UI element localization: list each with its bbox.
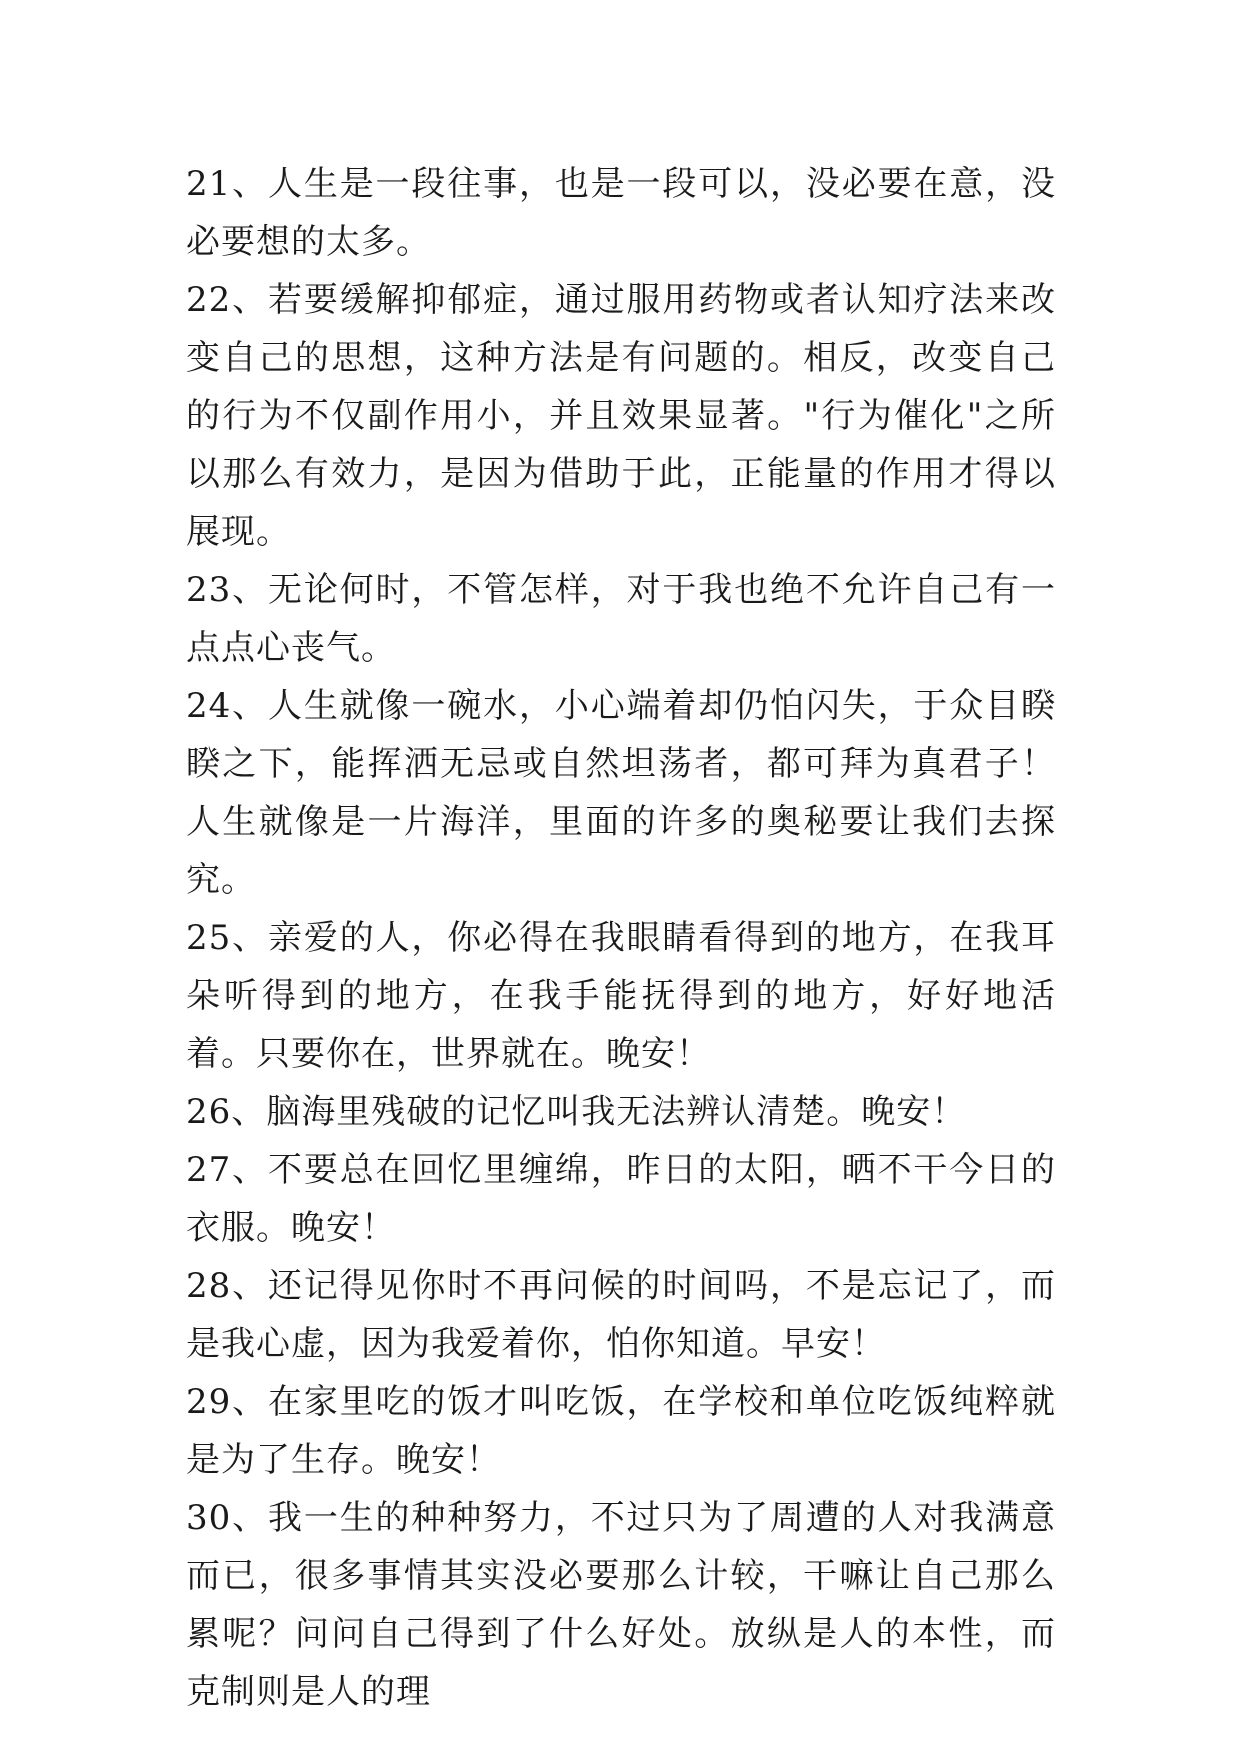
entry-26: 26、脑海里残破的记忆叫我无法辨认清楚。晚安！: [186, 1092, 967, 1132]
entry-21: 21、人生是一段往事，也是一段可以，没必要在意，没必要想的太多。: [186, 164, 1056, 262]
document-body: [186, 155, 1056, 1721]
entry-23: 23、无论何时，不管怎样，对于我也绝不允许自己有一点点心丧气。: [186, 570, 1056, 668]
entry-27: 27、不要总在回忆里缠绵，昨日的太阳，晒不干今日的衣服。晚安！: [186, 1150, 1056, 1248]
entry-30: 30、我一生的种种努力，不过只为了周遭的人对我满意而已，很多事情其实没必要那么计较，干嘛让自己那么累呢？问问自己得到了什么好处。放纵是人的本性，而克制则是人的理: [186, 1498, 1056, 1712]
entry-25: 25、亲爱的人，你必得在我眼睛看得到的地方，在我耳朵听得到的地方，在我手能抚得到的地方，好好地活着。只要你在，世界就在。晚安！: [186, 918, 1056, 1074]
entry-24: 24、人生就像一碗水，小心端着却仍怕闪失，于众目睽睽之下，能挥洒无忌或自然坦荡者，都可拜为真君子！人生就像是一片海洋，里面的许多的奥秘要让我们去探究。: [186, 686, 1056, 900]
entry-28: 28、还记得见你时不再问候的时间吗，不是忘记了，而是我心虚，因为我爱着你，怕你知道。早安！: [186, 1266, 1056, 1364]
entry-22: 22、若要缓解抑郁症，通过服用药物或者认知疗法来改变自己的思想，这种方法是有问题的。相反，改变自己的行为不仅副作用小，并且效果显著。"行为催化"之所以那么有效力，是因为借助于此，正能量的作用才得以展现。: [186, 280, 1056, 552]
entry-29: 29、在家里吃的饭才叫吃饭，在学校和单位吃饭纯粹就是为了生存。晚安！: [186, 1382, 1056, 1480]
